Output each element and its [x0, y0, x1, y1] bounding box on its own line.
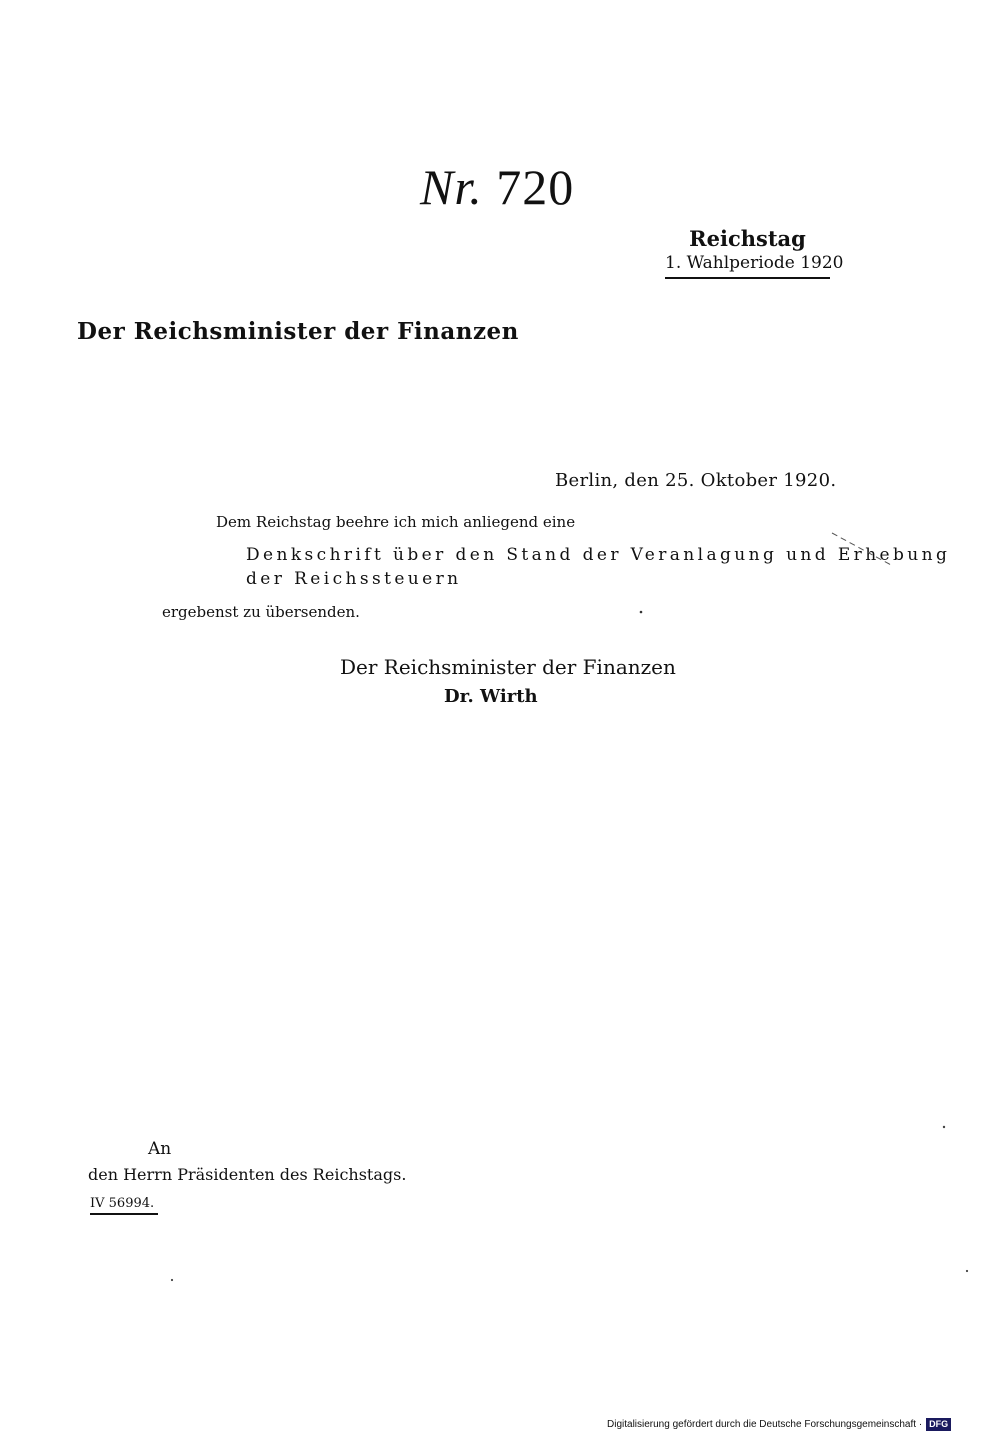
scan-speck: [943, 1126, 945, 1128]
parliament-name: Reichstag: [689, 226, 806, 251]
letter-line-1: Dem Reichstag beehre ich mich anliegend eine: [216, 513, 576, 531]
letter-line-4: ergebenst zu übersenden.: [162, 603, 360, 621]
digitization-credit: [607, 1418, 951, 1431]
signature-name: Dr. Wirth: [444, 686, 538, 707]
document-number-prefix: Nr.: [420, 159, 483, 215]
credit-text: Digitalisierung gefördert durch die Deutsche Forschungsgemeinschaft ·: [607, 1419, 923, 1430]
place-date: Berlin, den 25. Oktober 1920.: [555, 470, 837, 491]
scan-speck: [640, 611, 643, 614]
signature-title: Der Reichsminister der Finanzen: [340, 655, 676, 679]
document-number-value: 720: [496, 159, 575, 215]
letter-line-2: Denkschrift über den Stand der Veranlagung und Erhebung: [246, 545, 951, 565]
letter-line-3: der Reichssteuern: [246, 569, 462, 589]
reference-number: IV 56994.: [90, 1196, 158, 1215]
scan-mark: [832, 533, 893, 566]
dfg-logo: DFG: [926, 1418, 951, 1431]
legislative-period: 1. Wahlperiode 1920: [665, 253, 830, 279]
scan-speck: [171, 1279, 173, 1281]
scan-speck: [966, 1270, 968, 1272]
address-recipient: den Herrn Präsidenten des Reichstags.: [88, 1165, 407, 1184]
address-an: An: [148, 1139, 172, 1159]
sender-heading: Der Reichsminister der Finanzen: [77, 318, 519, 345]
